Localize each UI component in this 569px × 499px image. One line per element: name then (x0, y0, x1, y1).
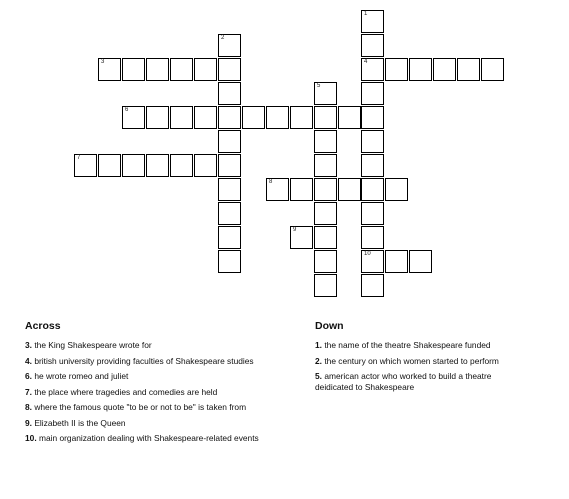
grid-cell[interactable] (218, 178, 241, 201)
grid-cell[interactable] (457, 58, 480, 81)
grid-cell[interactable] (194, 154, 217, 177)
clue-number-label: 1 (364, 11, 368, 17)
grid-cell[interactable] (314, 250, 337, 273)
clue-number-label: 7 (77, 155, 81, 161)
clue-number: 3. (25, 340, 32, 350)
grid-cell[interactable] (122, 154, 145, 177)
clue-number-label: 6 (125, 107, 129, 113)
grid-cell[interactable] (361, 178, 384, 201)
grid-cell[interactable] (361, 130, 384, 153)
clue-number-label: 9 (293, 227, 297, 233)
across-clues (25, 320, 265, 449)
grid-cell[interactable] (98, 58, 121, 81)
grid-cell[interactable] (218, 34, 241, 57)
down-clue-list (315, 340, 530, 392)
grid-cell[interactable] (314, 106, 337, 129)
clue-text: where the famous quote "to be or not to be" is taken from (34, 402, 247, 412)
grid-cell[interactable] (314, 82, 337, 105)
grid-cell[interactable] (122, 106, 145, 129)
grid-cell[interactable] (385, 250, 408, 273)
grid-cell[interactable] (122, 58, 145, 81)
grid-cell[interactable] (314, 274, 337, 297)
grid-cell[interactable] (218, 82, 241, 105)
grid-cell[interactable] (361, 250, 384, 273)
grid-cell[interactable] (314, 226, 337, 249)
clue-number: 9. (25, 417, 32, 428)
clue-number-label: 3 (101, 59, 105, 65)
down-clues (315, 320, 530, 397)
grid-cell[interactable] (146, 58, 169, 81)
grid-cell[interactable] (194, 58, 217, 81)
grid-cell[interactable] (361, 226, 384, 249)
grid-cell[interactable] (170, 58, 193, 81)
across-clue-4 (25, 356, 265, 367)
grid-cell[interactable] (218, 154, 241, 177)
grid-cell[interactable] (290, 226, 313, 249)
grid-cell[interactable] (146, 106, 169, 129)
clue-number: 5. (315, 371, 322, 381)
grid-cell[interactable] (218, 58, 241, 81)
grid-cell[interactable] (409, 250, 432, 273)
grid-cell[interactable] (98, 154, 121, 177)
clue-text: american actor who worked to build a theatre deidicated to Shakespeare (315, 371, 492, 392)
grid-cell[interactable] (146, 154, 169, 177)
grid-cell[interactable] (218, 130, 241, 153)
across-heading: Across (25, 320, 61, 332)
grid-cell[interactable] (290, 178, 313, 201)
grid-cell[interactable] (290, 106, 313, 129)
grid-cell[interactable] (361, 82, 384, 105)
clue-text: the King Shakespeare wrote for (34, 340, 152, 350)
across-clue-list (25, 340, 265, 444)
grid-cell[interactable] (338, 106, 361, 129)
clue-number: 4. (25, 355, 32, 366)
grid-cell[interactable] (74, 154, 97, 177)
grid-cell[interactable] (361, 154, 384, 177)
grid-cell[interactable] (361, 202, 384, 225)
grid-cell[interactable] (218, 226, 241, 249)
clue-number-label: 5 (317, 83, 321, 89)
grid-cell[interactable] (170, 106, 193, 129)
grid-cell[interactable] (314, 130, 337, 153)
grid-cell[interactable] (481, 58, 504, 81)
grid-cell[interactable] (242, 106, 265, 129)
down-clue-2 (315, 356, 530, 367)
across-clue-8 (25, 402, 265, 413)
clue-number: 6. (25, 371, 32, 381)
clue-number-label: 2 (221, 35, 225, 41)
grid-cell[interactable] (361, 106, 384, 129)
grid-cell[interactable] (170, 154, 193, 177)
grid-cell[interactable] (385, 178, 408, 201)
grid-cell[interactable] (314, 202, 337, 225)
down-heading: Down (315, 320, 344, 332)
across-clue-7 (25, 387, 265, 398)
grid-cell[interactable] (218, 106, 241, 129)
clue-text: the century on which women started to perform (324, 355, 499, 366)
clue-text: the name of the theatre Shakespeare funded (324, 340, 491, 350)
grid-cell[interactable] (409, 58, 432, 81)
across-clue-3 (25, 340, 265, 351)
grid-cell[interactable] (338, 178, 361, 201)
clue-number-label: 10 (364, 251, 371, 257)
down-clue-5 (315, 371, 530, 392)
grid-cell[interactable] (314, 178, 337, 201)
grid-cell[interactable] (361, 34, 384, 57)
clue-text: main organization dealing with Shakespeare-related events (38, 433, 259, 443)
clue-number-label: 4 (364, 59, 368, 65)
grid-cell[interactable] (361, 10, 384, 33)
grid-cell[interactable] (218, 250, 241, 273)
grid-cell[interactable] (385, 58, 408, 81)
clue-number-label: 8 (269, 179, 273, 185)
across-clue-9 (25, 418, 265, 429)
clue-number: 2. (315, 355, 322, 366)
clue-number: 10. (25, 433, 37, 443)
across-clue-10 (25, 433, 265, 444)
grid-cell[interactable] (433, 58, 456, 81)
clue-text: Elizabeth II is the Queen (34, 417, 126, 428)
grid-cell[interactable] (194, 106, 217, 129)
grid-cell[interactable] (266, 178, 289, 201)
grid-cell[interactable] (314, 154, 337, 177)
clue-text: he wrote romeo and juliet (34, 371, 129, 381)
clue-number: 8. (25, 402, 32, 412)
clue-number: 7. (25, 386, 32, 397)
clue-text: british university providing faculties of Shakespeare studies (34, 355, 254, 366)
clue-number: 1. (315, 340, 322, 350)
grid-cell[interactable] (218, 202, 241, 225)
grid-cell[interactable] (361, 58, 384, 81)
clue-text: the place where tragedies and comedies are held (34, 386, 218, 397)
across-clue-6 (25, 371, 265, 382)
grid-cell[interactable] (266, 106, 289, 129)
grid-cell[interactable] (361, 274, 384, 297)
down-clue-1 (315, 340, 530, 351)
